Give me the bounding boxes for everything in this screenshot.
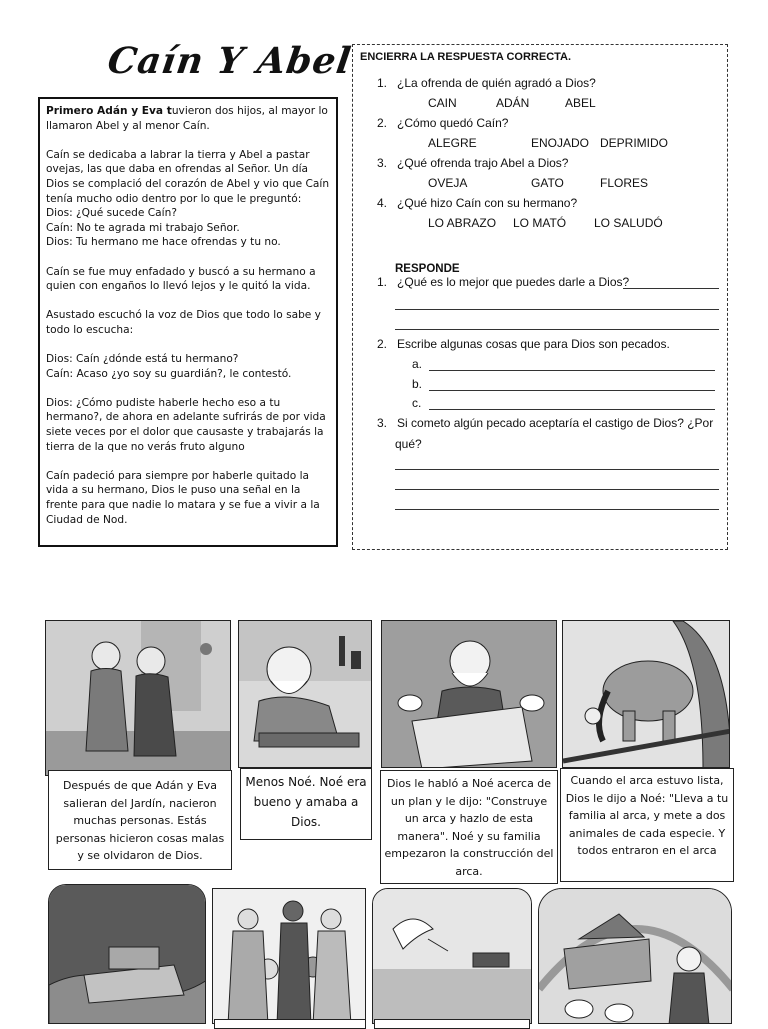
- option-2-a[interactable]: ALEGRE: [428, 136, 477, 150]
- option-1-c[interactable]: ABEL: [565, 96, 596, 110]
- answer-line[interactable]: [395, 309, 719, 310]
- sub-c-label: c.: [412, 396, 422, 410]
- dove-over-flood-illustration: [372, 888, 532, 1024]
- story-paragraph-5: Dios: Caín ¿dónde está tu hermano? Caín: Acaso ¿yo soy su guardián?, le contestó.: [46, 353, 292, 380]
- caption-2: Menos Noé. Noé era bueno y amaba a Dios.: [240, 768, 372, 840]
- noah-carving-illustration: [238, 620, 372, 768]
- family-praying-illustration: [212, 888, 366, 1024]
- page-title: Caín Y Abel: [105, 40, 355, 82]
- open-question-3-cont: qué?: [395, 437, 422, 451]
- caption-1: Después de que Adán y Eva salieran del Jardín, nacieron muchas personas. Estás personas hicieron cosas malas y se olvidaron de Dios.: [48, 770, 232, 870]
- elephants-boarding-ark-illustration: [562, 620, 730, 768]
- question-4: 4. ¿Qué hizo Caín con su hermano?: [377, 196, 578, 210]
- answer-line[interactable]: [429, 390, 715, 391]
- caption-3: Dios le habló a Noé acerca de un plan y le dijo: "Construye un arca y hazlo de esta manera". Noé y su familia empezaron la construcción del arca.: [380, 770, 558, 884]
- story-box: [38, 97, 338, 547]
- option-2-c[interactable]: DEPRIMIDO: [600, 136, 669, 150]
- quiz-heading: ENCIERRA LA RESPUESTA CORRECTA.: [360, 51, 572, 63]
- question-3: 3. ¿Qué ofrenda trajo Abel a Dios?: [377, 156, 569, 170]
- story-paragraph-2: Caín se dedicaba a labrar la tierra y Abel a pastar ovejas, las que daba en ofrendas al Señor. Un día Dios se complació del corazón de Abel y vio que Caín tenía mucho odio dentro por lo que le preguntó: Dios: ¿Qué sucede Caín? Caín: No te agrada mi trabajo Señor. Dios: Tu hermano me hace ofrendas y tu no.: [46, 148, 330, 249]
- open-question-1: 1. ¿Qué es lo mejor que puedes darle a Dios?: [377, 275, 630, 289]
- answer-line[interactable]: [623, 288, 719, 289]
- option-1-a[interactable]: CAIN: [428, 96, 457, 110]
- option-3-c[interactable]: FLORES: [600, 176, 649, 190]
- option-4-b[interactable]: LO MATÓ: [513, 216, 567, 230]
- option-4-c[interactable]: LO SALUDÓ: [594, 216, 663, 230]
- responde-heading: RESPONDE: [395, 263, 460, 275]
- option-3-b[interactable]: GATO: [531, 176, 564, 190]
- quiz-box: [352, 44, 728, 550]
- answer-line[interactable]: [395, 329, 719, 330]
- question-1: 1. ¿La ofrenda de quién agradó a Dios?: [377, 76, 596, 90]
- question-2: 2. ¿Cómo quedó Caín?: [377, 116, 509, 130]
- answer-line[interactable]: [395, 489, 719, 490]
- option-3-a[interactable]: OVEJA: [428, 176, 468, 190]
- option-4-a[interactable]: LO ABRAZO: [428, 216, 497, 230]
- option-1-b[interactable]: ADÁN: [496, 96, 530, 110]
- open-question-2: 2. Escribe algunas cosas que para Dios son pecados.: [377, 337, 670, 351]
- story-paragraph-4: Asustado escuchó la voz de Dios que todo lo sabe y todo lo escucha:: [46, 309, 321, 336]
- answer-line[interactable]: [395, 469, 719, 470]
- noah-ark-rainbow-illustration: [538, 888, 732, 1024]
- caption-4: Cuando el arca estuvo lista, Dios le dijo a Noé: "Lleva a tu familia al arca, y mete a dos animales de cada especie. Y todos entraron en el arca: [560, 768, 734, 882]
- noah-reading-plans-illustration: [381, 620, 557, 768]
- sub-a-label: a.: [412, 357, 423, 371]
- answer-line[interactable]: [395, 509, 719, 510]
- story-paragraph-1: Primero Adán y Eva tuvieron dos hijos, al mayor lo llamaron Abel y al menor Caín.: [46, 105, 328, 132]
- caption-7-partial: [374, 1019, 530, 1029]
- option-2-b[interactable]: ENOJADO: [531, 136, 590, 150]
- open-question-3: 3. Si cometo algún pecado aceptaría el castigo de Dios? ¿Por: [377, 416, 714, 430]
- answer-line[interactable]: [429, 409, 715, 410]
- story-paragraph-6: Dios: ¿Cómo pudiste haberle hecho eso a tu hermano?, de ahora en adelante sufrirás de por vida siete veces por el dolor que causaste y trabajarás la tierra de la que no verás fruto alguno: [46, 396, 326, 453]
- sub-b-label: b.: [412, 377, 423, 391]
- story-paragraph-7: Caín padeció para siempre por haberle quitado la vida a su hermano, Dios le puso una señal en la frente para que nadie lo matara y se fue a vivir a la Ciudad de Nod.: [46, 469, 320, 526]
- answer-line[interactable]: [429, 370, 715, 371]
- ark-in-storm-illustration: [48, 884, 206, 1024]
- story-paragraph-3: Caín se fue muy enfadado y buscó a su hermano a quien con engaños lo llevó lejos y le quitó la vida.: [46, 265, 316, 293]
- caption-6-partial: [214, 1019, 366, 1029]
- two-men-arguing-illustration: [45, 620, 231, 776]
